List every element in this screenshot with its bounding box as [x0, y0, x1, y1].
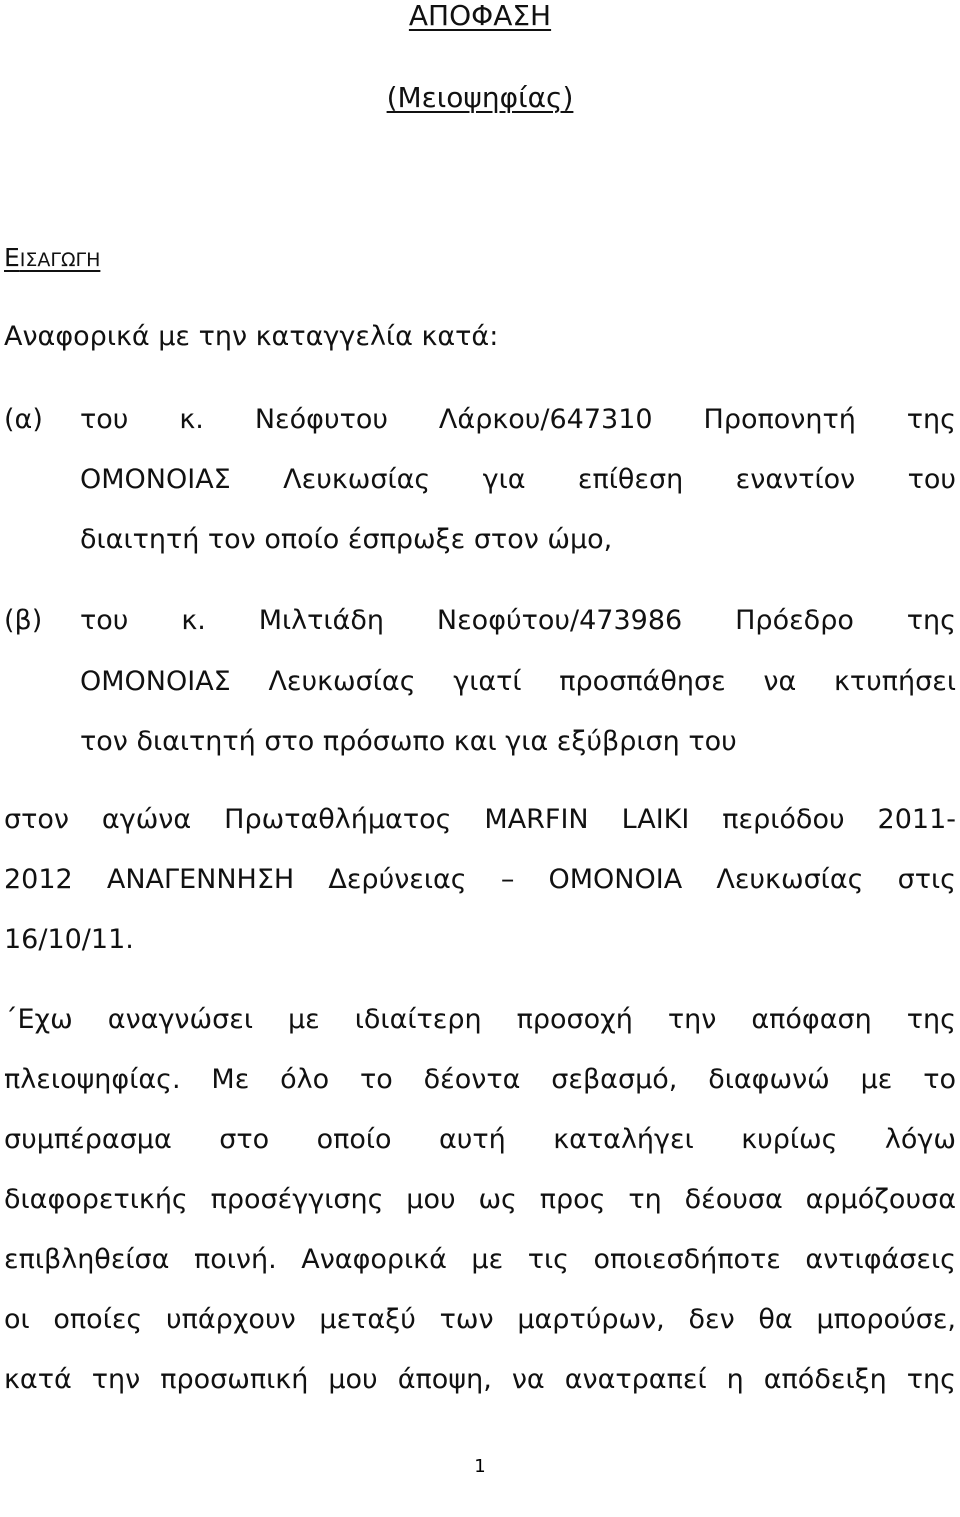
intro-lead: Αναφορικά με την καταγγελία κατά:	[4, 321, 499, 352]
section-heading-initial: Ε	[4, 243, 20, 272]
match-line-3: 16/10/11.	[4, 924, 134, 955]
item-a-label: (α)	[4, 404, 43, 435]
body-line-1: ΄Εχω αναγνώσει με ιδιαίτερη προσοχή την απόφαση της	[4, 1004, 956, 1035]
document-subtitle: (Μειοψηφίας)	[386, 81, 574, 114]
match-line-1: στον αγώνα Πρωταθλήματος MARFIN LAIKI περιόδου 2011-	[4, 804, 956, 835]
item-b-line-1: του κ. Μιλτιάδη Νεοφύτου/473986 Πρόεδρο της	[80, 605, 956, 636]
section-heading-rest: ΙΣΑΓΩΓΗ	[19, 249, 101, 271]
item-a-line-1: του κ. Νεόφυτου Λάρκου/647310 Προπονητή της	[80, 404, 956, 435]
page-number: 1	[474, 1456, 486, 1477]
body-line-6: οι οποίες υπάρχουν μεταξύ των μαρτύρων, δεν θα μπορούσε,	[4, 1304, 956, 1335]
item-a-line-3: διαιτητή τον οποίο έσπρωξε στον ώμο,	[80, 524, 613, 555]
body-line-2: πλειοψηφίας. Με όλο το δέοντα σεβασμό, διαφωνώ με το	[4, 1064, 956, 1095]
section-heading	[4, 238, 956, 280]
item-b-line-3: τον διαιτητή στο πρόσωπο και για εξύβριση του	[80, 726, 737, 757]
body-line-5: επιβληθείσα ποινή. Αναφορικά με τις οποιεσδήποτε αντιφάσεις	[4, 1244, 956, 1275]
item-b-label: (β)	[4, 605, 43, 636]
item-b-line-2: ΟΜΟΝΟΙΑΣ Λευκωσίας γιατί προσπάθησε να κτυπήσει	[80, 666, 956, 697]
body-line-3: συμπέρασμα στο οποίο αυτή καταλήγει κυρίως λόγω	[4, 1124, 956, 1155]
match-line-2: 2012 ΑΝΑΓΕΝΝΗΣΗ Δερύνειας – ΟΜΟΝΟΙΑ Λευκωσίας στις	[4, 864, 956, 895]
item-a-line-2: ΟΜΟΝΟΙΑΣ Λευκωσίας για επίθεση εναντίον του	[80, 464, 956, 495]
body-line-7: κατά την προσωπική μου άποψη, να ανατραπεί η απόδειξη της	[4, 1364, 956, 1395]
body-line-4: διαφορετικής προσέγγισης μου ως προς τη δέουσα αρμόζουσα	[4, 1184, 956, 1215]
document-title: ΑΠΟΦΑΣΗ	[408, 0, 552, 32]
